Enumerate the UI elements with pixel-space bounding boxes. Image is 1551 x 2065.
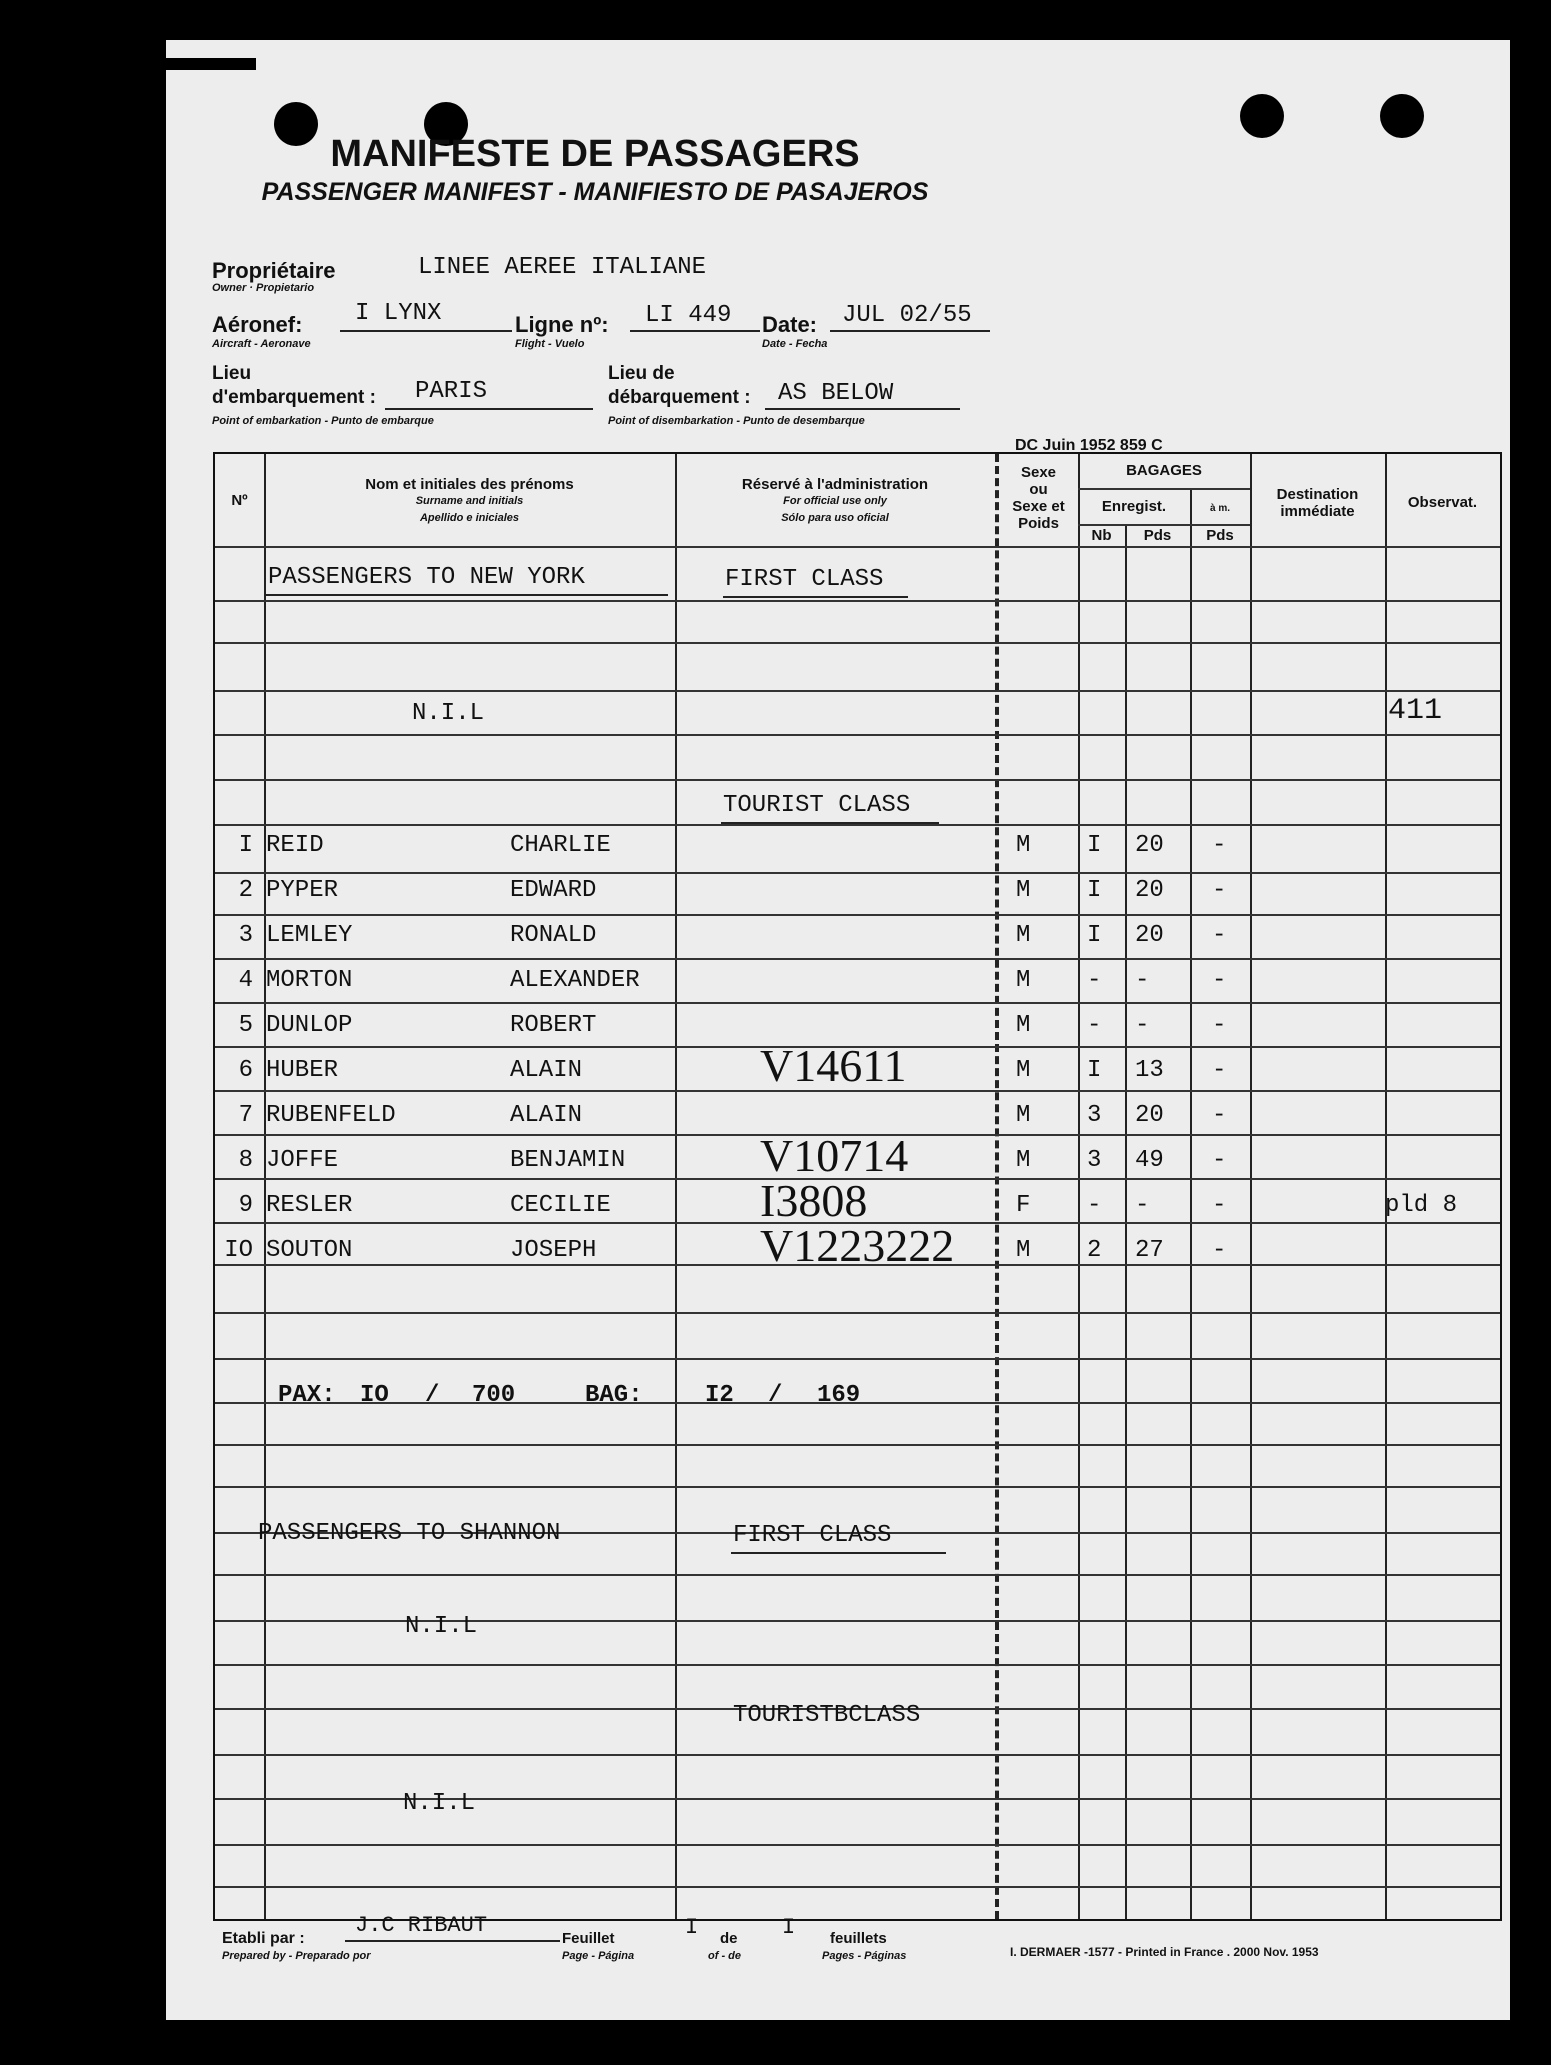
aircraft-sublabel: Aircraft - Aeronave bbox=[212, 338, 311, 350]
bagages-header: BAGAGES bbox=[1126, 462, 1202, 479]
col-admin-es: Sólo para uso oficial bbox=[781, 512, 889, 524]
row-rule bbox=[215, 690, 1500, 692]
bag-count: I2 bbox=[705, 1382, 734, 1409]
disembark-label-1: Lieu de bbox=[608, 363, 675, 384]
disembark-label-2: débarquement : bbox=[608, 387, 751, 408]
pds2-header: Pds bbox=[1206, 527, 1234, 544]
row-rule bbox=[215, 642, 1500, 644]
aircraft-underline bbox=[340, 330, 512, 332]
prepared-sublabel: Prepared by - Preparado por bbox=[222, 1950, 371, 1962]
embark-sublabel: Point of embarkation - Punto de embarque bbox=[212, 415, 434, 427]
pax-hand-weight: - bbox=[1212, 1057, 1227, 1084]
pax-bag-count: I bbox=[1087, 832, 1102, 859]
de-sublabel: of - de bbox=[708, 1950, 741, 1962]
dest-header bbox=[1250, 486, 1385, 520]
pds-header: Pds bbox=[1143, 527, 1172, 544]
pax-surname: DUNLOP bbox=[266, 1012, 353, 1039]
pax-surname: HUBER bbox=[266, 1057, 339, 1084]
pax-hand-weight: - bbox=[1212, 877, 1227, 904]
row-rule bbox=[215, 1664, 1500, 1666]
header-bottom-rule bbox=[215, 546, 1500, 548]
pax-count: IO bbox=[360, 1382, 389, 1409]
form-code: DC Juin 1952 859 C bbox=[1015, 437, 1163, 454]
pax-sex: M bbox=[1016, 1102, 1031, 1129]
fold-divider bbox=[995, 454, 999, 1919]
pax-no: 7 bbox=[238, 1102, 253, 1129]
pax-sex: M bbox=[1016, 1012, 1031, 1039]
pax-firstname: EDWARD bbox=[510, 877, 597, 904]
prepared-underline bbox=[345, 1940, 560, 1942]
pax-hand-weight: - bbox=[1212, 1192, 1227, 1219]
pax-admin-handwritten: V1223222 bbox=[760, 1220, 955, 1271]
pax-firstname: BENJAMIN bbox=[510, 1147, 626, 1174]
de-label: de bbox=[720, 1930, 738, 1947]
pax-no: 2 bbox=[238, 877, 253, 904]
owner-label: Propriétaire bbox=[212, 258, 336, 283]
pax-sex: M bbox=[1016, 1237, 1031, 1264]
row-rule bbox=[215, 872, 1500, 874]
pax-sex: M bbox=[1016, 832, 1031, 859]
row-rule bbox=[215, 1754, 1500, 1756]
page-title: MANIFESTE DE PASSAGERS bbox=[330, 133, 860, 175]
pax-bag-count: - bbox=[1087, 1012, 1102, 1039]
header-rule bbox=[1078, 488, 1250, 490]
row-rule bbox=[215, 1312, 1500, 1314]
col-sex-1: Sexe bbox=[1020, 464, 1057, 481]
col-admin-header bbox=[675, 476, 995, 527]
feuillets-sublabel: Pages - Páginas bbox=[822, 1950, 907, 1962]
pax-sex: M bbox=[1016, 877, 1031, 904]
flight-label: Ligne nº: bbox=[515, 312, 609, 337]
bag-label: BAG: bbox=[585, 1382, 643, 1409]
pax-admin-handwritten: V10714 bbox=[760, 1130, 909, 1181]
pax-surname: RESLER bbox=[266, 1192, 353, 1219]
pax-hand-weight: - bbox=[1212, 832, 1227, 859]
punch-hole bbox=[1380, 94, 1424, 138]
col-divider bbox=[264, 454, 266, 1919]
col-name-en: Surname and initials bbox=[415, 495, 524, 507]
row-rule bbox=[215, 1358, 1500, 1360]
col-no-header: Nº bbox=[231, 492, 248, 509]
row-rule bbox=[215, 1444, 1500, 1446]
row-rule bbox=[215, 734, 1500, 736]
header-rule bbox=[1078, 524, 1250, 526]
pax-sex: M bbox=[1016, 1147, 1031, 1174]
flight-underline bbox=[630, 330, 760, 332]
pax-hand-weight: - bbox=[1212, 1012, 1227, 1039]
prepared-label: Etabli par : bbox=[222, 1930, 305, 1947]
page-subtitle: PASSENGER MANIFEST - MANIFIESTO DE PASAJEROS bbox=[261, 178, 929, 206]
pax-bag-count: - bbox=[1087, 967, 1102, 994]
pax-firstname: CECILIE bbox=[510, 1192, 611, 1219]
ny-first-class: FIRST CLASS bbox=[725, 566, 884, 593]
date-underline bbox=[830, 330, 990, 332]
scan-smudge bbox=[166, 58, 256, 70]
shannon-tourist-class: TOURISTBCLASS bbox=[733, 1702, 921, 1729]
pax-firstname: JOSEPH bbox=[510, 1237, 597, 1264]
ny-heading-underline bbox=[266, 594, 668, 596]
col-name-es: Apellido e iniciales bbox=[419, 512, 520, 524]
aircraft-label: Aéronef: bbox=[212, 312, 303, 337]
dest-1: Destination bbox=[1276, 486, 1359, 503]
shannon-first-nil: N.I.L bbox=[405, 1613, 478, 1640]
row-rule bbox=[215, 1574, 1500, 1576]
row-rule bbox=[215, 824, 1500, 826]
ny-tourist-class: TOURIST CLASS bbox=[723, 792, 911, 819]
pax-separator: / bbox=[425, 1382, 440, 1409]
pax-hand-weight: - bbox=[1212, 1147, 1227, 1174]
pax-bag-weight: 13 bbox=[1135, 1057, 1164, 1084]
feuillets-label: feuillets bbox=[830, 1930, 887, 1947]
row-rule bbox=[215, 1844, 1500, 1846]
pax-firstname: CHARLIE bbox=[510, 832, 611, 859]
enregist-header: Enregist. bbox=[1101, 498, 1167, 515]
disembark-underline bbox=[765, 408, 960, 410]
date-value: JUL 02/55 bbox=[842, 302, 972, 329]
date-label: Date: bbox=[762, 312, 818, 337]
pax-hand-weight: - bbox=[1212, 967, 1227, 994]
feuillet-value: I bbox=[685, 1915, 699, 1940]
pax-bag-weight: - bbox=[1135, 967, 1150, 994]
obs-header: Observat. bbox=[1407, 494, 1478, 511]
col-name-header bbox=[264, 476, 675, 527]
col-admin-en: For official use only bbox=[783, 495, 887, 507]
shannon-heading: PASSENGERS TO SHANNON bbox=[258, 1520, 561, 1547]
flight-value: LI 449 bbox=[645, 302, 732, 329]
bag-separator: / bbox=[768, 1382, 783, 1409]
pax-surname: MORTON bbox=[266, 967, 353, 994]
pax-admin-handwritten: V14611 bbox=[760, 1040, 907, 1091]
ny-first-underline bbox=[723, 596, 908, 598]
col-admin-fr: Réservé à l'administration bbox=[741, 476, 929, 493]
pax-hand-weight: - bbox=[1212, 922, 1227, 949]
pax-surname: JOFFE bbox=[266, 1147, 339, 1174]
pax-bag-count: 3 bbox=[1087, 1147, 1102, 1174]
pax-sex: M bbox=[1016, 1057, 1031, 1084]
pax-surname: LEMLEY bbox=[266, 922, 353, 949]
pax-firstname: ROBERT bbox=[510, 1012, 597, 1039]
ny-heading: PASSENGERS TO NEW YORK bbox=[268, 564, 585, 591]
pax-surname: PYPER bbox=[266, 877, 339, 904]
ny-first-nil: N.I.L bbox=[412, 700, 485, 727]
col-divider bbox=[1250, 454, 1252, 1919]
pax-firstname: ALAIN bbox=[510, 1057, 583, 1084]
shannon-first-underline bbox=[731, 1552, 946, 1554]
pax-no: 3 bbox=[238, 922, 253, 949]
pax-bag-count: 2 bbox=[1087, 1237, 1102, 1264]
embark-value: PARIS bbox=[415, 378, 488, 405]
pax-weight: 700 bbox=[472, 1382, 516, 1409]
disembark-sublabel: Point of disembarkation - Punto de desembarque bbox=[608, 415, 865, 427]
pax-no: 5 bbox=[238, 1012, 253, 1039]
pax-bag-weight: 49 bbox=[1135, 1147, 1164, 1174]
pax-bag-weight: 27 bbox=[1135, 1237, 1164, 1264]
col-sex-3: Sexe et bbox=[1012, 498, 1065, 515]
feuillet-label: Feuillet bbox=[562, 1930, 615, 1947]
pax-sex: M bbox=[1016, 922, 1031, 949]
pax-observation: pld 8 bbox=[1385, 1192, 1458, 1219]
printer-note: I. DERMAER -1577 - Printed in France . 2000 Nov. 1953 bbox=[1010, 1945, 1319, 1959]
shannon-tourist-nil: N.I.L bbox=[403, 1790, 476, 1817]
pax-bag-weight: 20 bbox=[1135, 832, 1164, 859]
pax-bag-count: I bbox=[1087, 922, 1102, 949]
pax-surname: REID bbox=[266, 832, 324, 859]
pax-no: 9 bbox=[238, 1192, 253, 1219]
aircraft-value: I LYNX bbox=[355, 300, 442, 327]
pax-label: PAX: bbox=[278, 1382, 336, 1409]
disembark-value: AS BELOW bbox=[778, 380, 894, 407]
de-value: I bbox=[782, 1915, 796, 1940]
pax-bag-weight: - bbox=[1135, 1192, 1150, 1219]
main-header: à m. bbox=[1209, 503, 1230, 514]
pax-sex: M bbox=[1016, 967, 1031, 994]
pax-admin-handwritten: I3808 bbox=[760, 1175, 868, 1226]
row-rule bbox=[215, 1886, 1500, 1888]
pax-bag-count: I bbox=[1087, 877, 1102, 904]
pax-bag-weight: 20 bbox=[1135, 877, 1164, 904]
pax-surname: SOUTON bbox=[266, 1237, 353, 1264]
col-divider bbox=[1190, 490, 1192, 1919]
col-sex-2: ou bbox=[1029, 481, 1048, 498]
pax-bag-weight: - bbox=[1135, 1012, 1150, 1039]
ny-obs-mark: 411 bbox=[1388, 694, 1443, 728]
pax-firstname: ALEXANDER bbox=[510, 967, 640, 994]
col-divider bbox=[1078, 454, 1080, 1919]
col-sex-header bbox=[999, 464, 1078, 532]
pax-no: 6 bbox=[238, 1057, 253, 1084]
punch-hole bbox=[1240, 94, 1284, 138]
shannon-first-class: FIRST CLASS bbox=[733, 1522, 892, 1549]
col-name-fr: Nom et initiales des prénoms bbox=[365, 476, 574, 493]
pax-no: 4 bbox=[238, 967, 253, 994]
pax-bag-count: 3 bbox=[1087, 1102, 1102, 1129]
row-rule bbox=[215, 1002, 1500, 1004]
pax-no: IO bbox=[224, 1237, 253, 1264]
pax-bag-weight: 20 bbox=[1135, 922, 1164, 949]
ny-tourist-underline bbox=[721, 822, 939, 824]
pax-firstname: ALAIN bbox=[510, 1102, 583, 1129]
pax-sex: F bbox=[1016, 1192, 1031, 1219]
flight-sublabel: Flight - Vuelo bbox=[515, 338, 585, 350]
col-divider bbox=[675, 454, 677, 1919]
embark-underline bbox=[385, 408, 593, 410]
embark-label-2: d'embarquement : bbox=[212, 387, 376, 408]
row-rule bbox=[215, 914, 1500, 916]
pax-hand-weight: - bbox=[1212, 1237, 1227, 1264]
pax-surname: RUBENFELD bbox=[266, 1102, 396, 1129]
date-sublabel: Date - Fecha bbox=[762, 338, 828, 350]
pax-bag-weight: 20 bbox=[1135, 1102, 1164, 1129]
pax-no: 8 bbox=[238, 1147, 253, 1174]
bag-weight: 169 bbox=[817, 1382, 861, 1409]
feuillet-sublabel: Page - Página bbox=[562, 1950, 635, 1962]
pax-hand-weight: - bbox=[1212, 1102, 1227, 1129]
prepared-value: J.C RIBAUT bbox=[355, 1913, 488, 1938]
pax-firstname: RONALD bbox=[510, 922, 597, 949]
pax-bag-count: I bbox=[1087, 1057, 1102, 1084]
col-divider bbox=[1385, 454, 1387, 1919]
dest-2: immédiate bbox=[1280, 503, 1355, 520]
row-rule bbox=[215, 600, 1500, 602]
pax-no: I bbox=[238, 832, 253, 859]
embark-label-1: Lieu bbox=[212, 363, 252, 384]
row-rule bbox=[215, 1486, 1500, 1488]
row-rule bbox=[215, 958, 1500, 960]
pax-bag-count: - bbox=[1087, 1192, 1102, 1219]
nb-header: Nb bbox=[1091, 527, 1112, 544]
owner-sublabel: Owner · Propietario bbox=[212, 282, 315, 294]
row-rule bbox=[215, 779, 1500, 781]
owner-value: LINEE AEREE ITALIANE bbox=[418, 254, 707, 281]
col-sex-4: Poids bbox=[1018, 515, 1059, 532]
